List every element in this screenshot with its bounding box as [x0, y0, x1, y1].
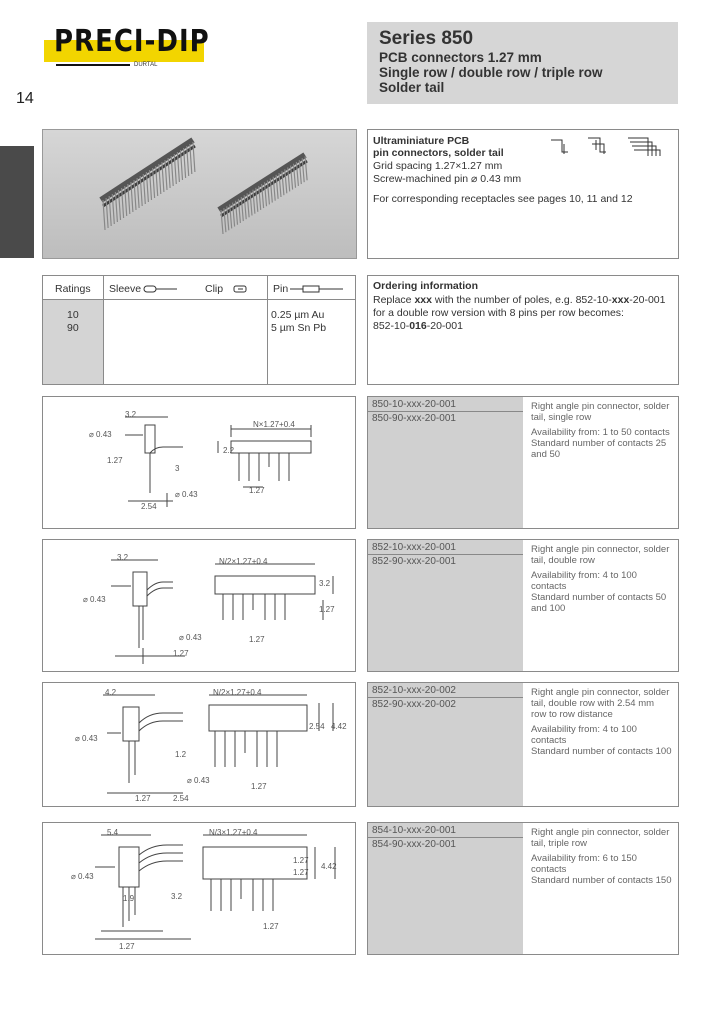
rating-pin-90: 5 µm Sn Pb	[271, 322, 327, 334]
dim-label: 1.27	[173, 649, 189, 658]
dim-label: 1.27	[293, 856, 309, 865]
desc-line: tail, double row	[531, 555, 595, 566]
side-tab	[0, 146, 34, 258]
page-number: 14	[16, 90, 34, 107]
order-code: 850-10-xxx-20-001	[372, 399, 456, 410]
dim-label: 4.42	[321, 862, 337, 871]
desc-line: Availability from: 4 to 100	[531, 570, 637, 581]
dim-label: 4.2	[105, 688, 117, 697]
product-box-4	[367, 822, 679, 955]
desc-line: Right angle pin connector, solder	[531, 544, 670, 555]
rating-pin-10: 0.25 µm Au	[271, 309, 325, 321]
dim-label: 1.27	[251, 782, 267, 791]
ordering-box	[367, 275, 679, 385]
desc-line: Availability from: 1 to 50 contacts	[531, 427, 670, 438]
desc-line: Right angle pin connector, solder	[531, 401, 670, 412]
technical-drawing-4	[43, 823, 355, 954]
desc-line: row to row distance	[531, 709, 613, 720]
ordering-text: Replace	[373, 294, 415, 306]
desc-line: tail, double row with 2.54 mm	[531, 698, 655, 709]
order-code: 854-90-xxx-20-001	[372, 839, 456, 850]
order-code: 852-10-xxx-20-002	[372, 685, 456, 696]
dim-label: 1.27	[319, 605, 335, 614]
dim-label: 1.27	[107, 456, 123, 465]
dim-label: 1.2	[175, 750, 187, 759]
ratings-vline-1	[103, 276, 104, 384]
dim-label: 1.27	[249, 635, 265, 644]
desc-line: Standard number of contacts 100	[531, 746, 672, 757]
dim-label: 1.27	[249, 486, 265, 495]
drawing-box-1	[42, 396, 356, 529]
product-desc-3	[531, 687, 671, 757]
dim-label: 2.54	[173, 794, 189, 803]
pin-symbols-icon	[548, 132, 676, 162]
product-desc-2	[531, 544, 669, 614]
ordering-text: -20-001	[629, 294, 666, 306]
dim-label: 1.27	[135, 794, 151, 803]
dim-label: N/2×1.27+0.4	[213, 688, 262, 697]
ratings-divider	[43, 299, 355, 300]
dim-label: 1.27	[119, 942, 135, 951]
desc-line: Standard number of contacts 25	[531, 438, 667, 449]
desc-line: and 50	[531, 449, 561, 460]
ratings-table	[42, 275, 356, 385]
intro-title-1: Ultraminiature PCB	[373, 135, 470, 147]
intro-receptacles: For corresponding receptacles see pages 10, 11 and 12	[373, 193, 633, 205]
ordering-text: 852-10-	[373, 320, 410, 332]
clip-icon	[233, 284, 249, 294]
desc-line: contacts	[531, 864, 567, 875]
dim-label: ⌀ 0.43	[71, 872, 94, 881]
ordering-line-1	[373, 294, 666, 306]
dim-label: 4.42	[331, 722, 347, 731]
desc-line: tail, single row	[531, 412, 592, 423]
product-box-1	[367, 396, 679, 529]
logo-underline	[56, 64, 130, 66]
brand-tag: DURTAL	[134, 62, 158, 68]
order-code: 852-90-xxx-20-001	[372, 556, 456, 567]
desc-line: Availability from: 6 to 150	[531, 853, 637, 864]
intro-pin: Screw-machined pin ⌀ 0.43 mm	[373, 173, 522, 185]
desc-line: tail, triple row	[531, 838, 587, 849]
ratings-header: Ratings	[55, 283, 91, 295]
code-divider-1	[368, 411, 523, 412]
drawing-box-2	[42, 539, 356, 672]
rating-code-90: 90	[67, 322, 79, 334]
dim-label: ⌀ 0.43	[175, 490, 198, 499]
ordering-text: -20-001	[426, 320, 463, 332]
dim-label: 3.2	[117, 553, 129, 562]
ordering-line-2: for a double row version with 8 pins per row becomes:	[373, 307, 624, 319]
series-subtitle-1: PCB connectors 1.27 mm	[379, 50, 542, 65]
order-code: 852-90-xxx-20-002	[372, 699, 456, 710]
dim-label: 2.54	[309, 722, 325, 731]
ordering-line-3	[373, 320, 463, 332]
connector-photo-graphic	[43, 130, 356, 258]
dim-label: 5.4	[107, 828, 119, 837]
code-divider-2	[368, 554, 523, 555]
code-divider-4	[368, 837, 523, 838]
dim-label: ⌀ 0.43	[89, 430, 112, 439]
dim-label: ⌀ 0.43	[75, 734, 98, 743]
dim-label: 2.54	[141, 502, 157, 511]
order-code: 850-90-xxx-20-001	[372, 413, 456, 424]
dim-label: 1.9	[123, 894, 135, 903]
desc-line: Availability from: 4 to 100	[531, 724, 637, 735]
desc-line: Right angle pin connector, solder	[531, 827, 670, 838]
dim-label: 3.2	[125, 410, 137, 419]
code-divider-3	[368, 697, 523, 698]
dim-label: ⌀ 0.43	[179, 633, 202, 642]
intro-box	[367, 129, 679, 259]
order-code: 852-10-xxx-20-001	[372, 542, 456, 553]
ordering-xxx: xxx	[414, 294, 432, 306]
product-box-2	[367, 539, 679, 672]
dim-label: 3.2	[171, 892, 183, 901]
dim-label: 3.2	[319, 579, 331, 588]
product-box-3	[367, 682, 679, 807]
desc-line: contacts	[531, 581, 567, 592]
product-desc-1	[531, 401, 670, 460]
rating-code-10: 10	[67, 309, 79, 321]
series-title: Series 850	[379, 28, 474, 49]
dim-label: ⌀ 0.43	[187, 776, 210, 785]
pin-icon	[289, 284, 345, 294]
dim-label: N×1.27+0.4	[253, 420, 295, 429]
ordering-title: Ordering information	[373, 280, 478, 292]
order-code: 854-10-xxx-20-001	[372, 825, 456, 836]
dim-label: N/3×1.27+0.4	[209, 828, 258, 837]
sleeve-icon	[143, 284, 179, 294]
ordering-example: 016	[409, 320, 427, 332]
dim-label: ⌀ 0.43	[83, 595, 106, 604]
ordering-text: with the number of poles, e.g. 852-10-	[431, 294, 612, 306]
technical-drawing-1	[43, 397, 355, 528]
desc-line: and 100	[531, 603, 566, 614]
series-subtitle-2: Single row / double row / triple row	[379, 65, 603, 80]
desc-line: contacts	[531, 735, 567, 746]
ratings-vline-2	[267, 276, 268, 384]
drawing-box-3	[42, 682, 356, 807]
desc-line: Standard number of contacts 50	[531, 592, 667, 603]
intro-grid: Grid spacing 1.27×1.27 mm	[373, 160, 503, 172]
brand-logo: PRECI-DIP	[54, 24, 210, 60]
desc-line: Standard number of contacts 150	[531, 875, 672, 886]
dim-label: N/2×1.27+0.4	[219, 557, 268, 566]
dim-label: 3	[175, 464, 180, 473]
technical-drawing-3	[43, 683, 355, 806]
drawing-box-4	[42, 822, 356, 955]
dim-label: 2.2	[223, 446, 235, 455]
clip-header: Clip	[205, 283, 224, 295]
product-photo	[42, 129, 357, 259]
ordering-xxx: xxx	[611, 294, 630, 306]
dim-label: 1.27	[263, 922, 279, 931]
desc-line: Right angle pin connector, solder	[531, 687, 670, 698]
series-subtitle-3: Solder tail	[379, 80, 445, 95]
pin-header: Pin	[273, 283, 289, 295]
intro-title-2: pin connectors, solder tail	[373, 147, 504, 159]
sleeve-header: Sleeve	[109, 283, 142, 295]
product-desc-4	[531, 827, 671, 886]
dim-label: 1.27	[293, 868, 309, 877]
technical-drawing-2	[43, 540, 355, 671]
